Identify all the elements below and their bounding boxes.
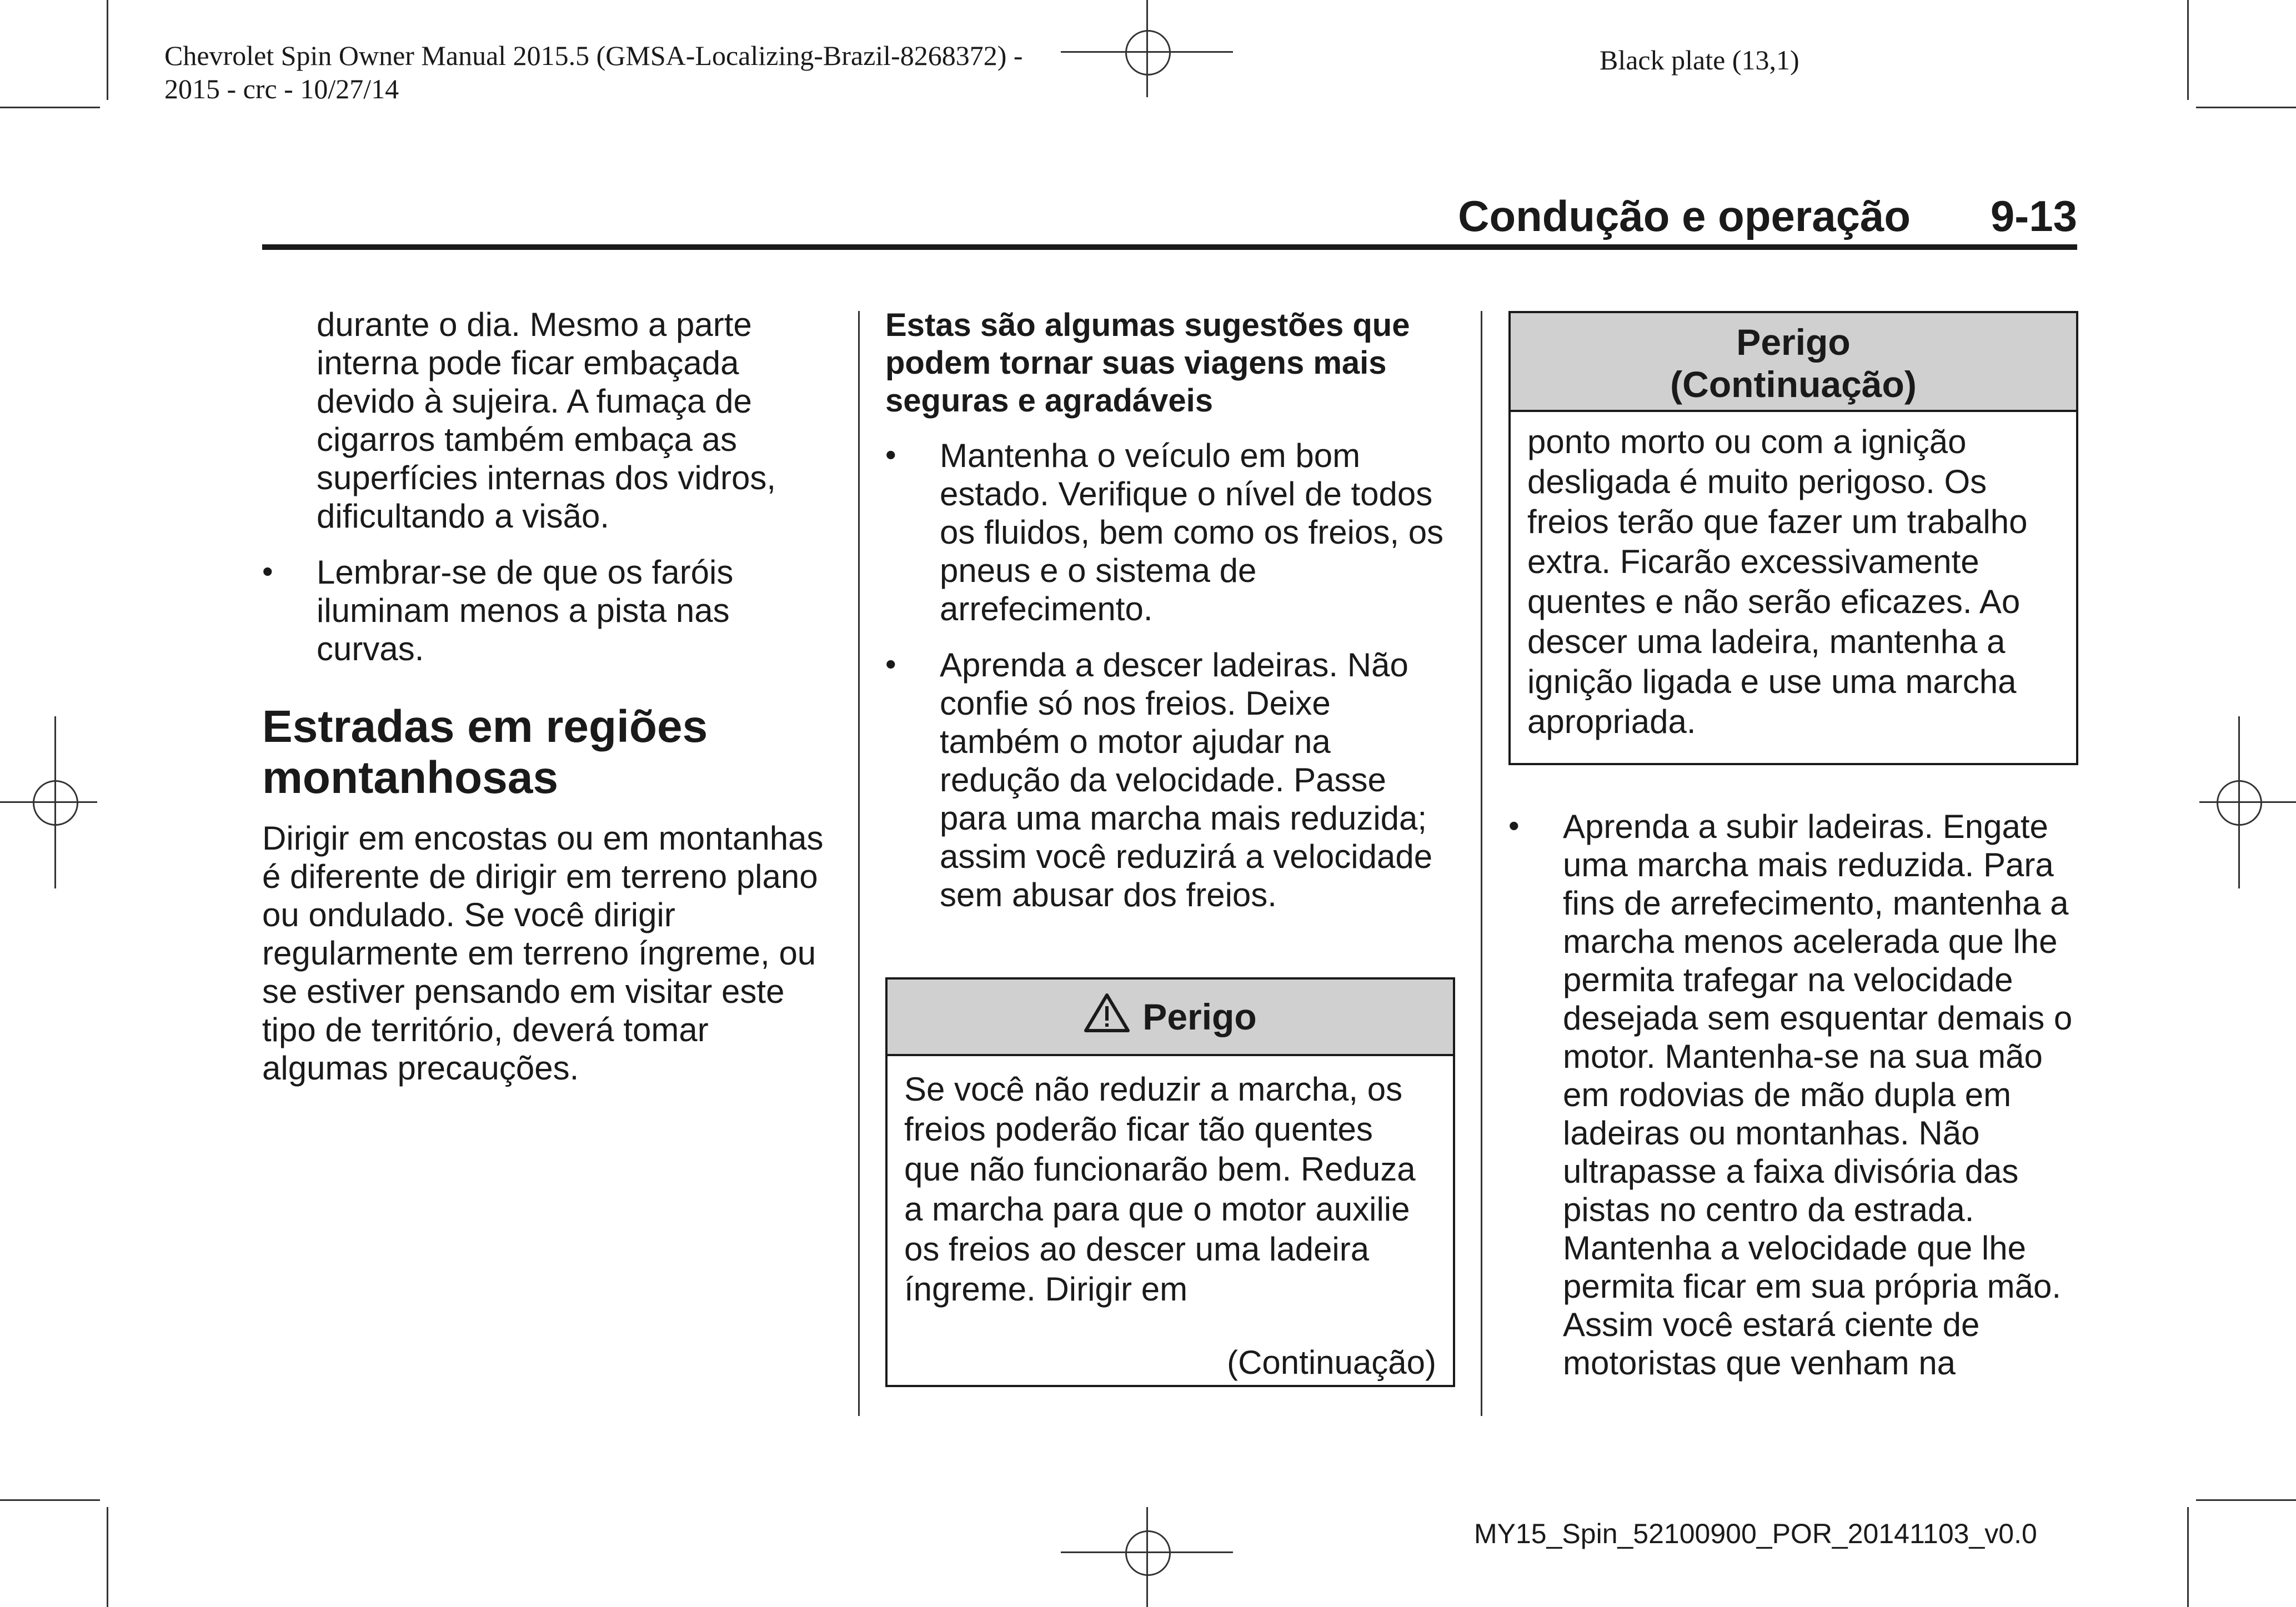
danger-box-continued-subtitle: (Continuação) — [1670, 364, 1917, 405]
list-item — [885, 436, 1457, 628]
section-paragraph: Dirigir em encostas ou em montanhas é diferente de dirigir em terreno plano ou ondulado. Se você dirigir regularmente em terreno íngreme, ou se estiver pensando em visitar este tipo de território, deverá tomar algumas precauções. — [262, 820, 824, 1087]
column-1 — [262, 305, 834, 1087]
danger-box-body: Se você não reduzir a marcha, os freios poderão ficar tão quentes que não funcionarão bem. Reduza a marcha para que o motor auxilie os freios ao descer uma ladeira íngreme. Dirigir em — [904, 1071, 1416, 1308]
doc-info-line1: Chevrolet Spin Owner Manual 2015.5 (GMSA-Localizing-Brazil-8268372) - — [164, 40, 1023, 71]
list-item-text: Aprenda a subir ladeiras. Engate uma marcha mais reduzida. Para fins de arrefecimento, mantenha a marcha menos acelerada que lhe permita trafegar na velocidade desejada sem esquentar demais o motor. Mantenha-se na sua mão em rodovias de mão dupla em ladeiras ou montanhas. Não ultrapasse a faixa divisória das pistas no centro da estrada. Mantenha a velocidade que lhe permita ficar em sua própria mão. Assim você estará ciente de motoristas que venham na — [1563, 808, 2073, 1382]
intro-continuation: durante o dia. Mesmo a parte interna pode ficar embaçada devido à sujeira. A fumaça de cigarros também embaça as superfícies internas dos vidros, dificultando a visão. — [317, 306, 776, 535]
column-2 — [885, 307, 1457, 914]
bullet-icon: • — [262, 554, 273, 589]
footer-file-id: MY15_Spin_52100900_POR_20141103_v0.0 — [1474, 1518, 2037, 1549]
page-number: 9-13 — [1990, 192, 2077, 240]
section-heading: Estradas em regiões montanhosas — [262, 701, 708, 803]
danger-box-continued — [1508, 311, 2078, 765]
list-item-text: Aprenda a descer ladeiras. Não confie só nos freios. Deixe também o motor ajudar na redução da velocidade. Passe para uma marcha mais reduzida; assim você reduzirá a velocidade sem abusar dos freios. — [940, 646, 1433, 913]
continued-label: (Continuação) — [1227, 1344, 1436, 1381]
bullet-icon: • — [885, 646, 896, 681]
list-item — [262, 553, 834, 668]
danger-box-continued-title: Perigo — [1736, 322, 1851, 363]
list-item-text: Lembrar-se de que os faróis iluminam menos a pista nas curvas. — [317, 554, 734, 667]
doc-info — [164, 39, 1023, 106]
plate-label: Black plate (13,1) — [1600, 44, 1799, 76]
danger-box — [885, 977, 1455, 1387]
danger-box-title: Perigo — [1142, 996, 1257, 1037]
list-item — [885, 646, 1457, 914]
danger-box-continued-body: ponto morto ou com a ignição desligada é muito perigoso. Os freios terão que fazer um trabalho extra. Ficarão excessivamente quentes e não serão eficazes. Ao descer uma ladeira, mantenha a ignição ligada e use uma marcha apropriada. — [1527, 423, 2028, 740]
tips-subheading: Estas são algumas sugestões que podem tornar suas viagens mais seguras e agradáveis — [885, 307, 1410, 419]
bullet-icon: • — [1508, 808, 1520, 843]
bullet-icon: • — [885, 437, 896, 472]
page-header — [262, 189, 2077, 244]
warning-triangle-icon — [1084, 983, 1130, 1057]
header-rule — [262, 244, 2077, 250]
danger-box-header — [888, 980, 1453, 1056]
doc-info-line2: 2015 - crc - 10/27/14 — [164, 73, 399, 104]
list-item — [1508, 807, 2081, 1382]
danger-box-continued-header — [1511, 313, 2076, 412]
column-divider-2 — [1481, 311, 1482, 1416]
list-item-text: Mantenha o veículo em bom estado. Verifique o nível de todos os fluidos, bem como os freios, os pneus e o sistema de arrefecimento. — [940, 437, 1444, 627]
column-divider-1 — [858, 311, 860, 1416]
section-title: Condução e operação — [1458, 192, 1911, 240]
column-3 — [1508, 807, 2081, 1382]
